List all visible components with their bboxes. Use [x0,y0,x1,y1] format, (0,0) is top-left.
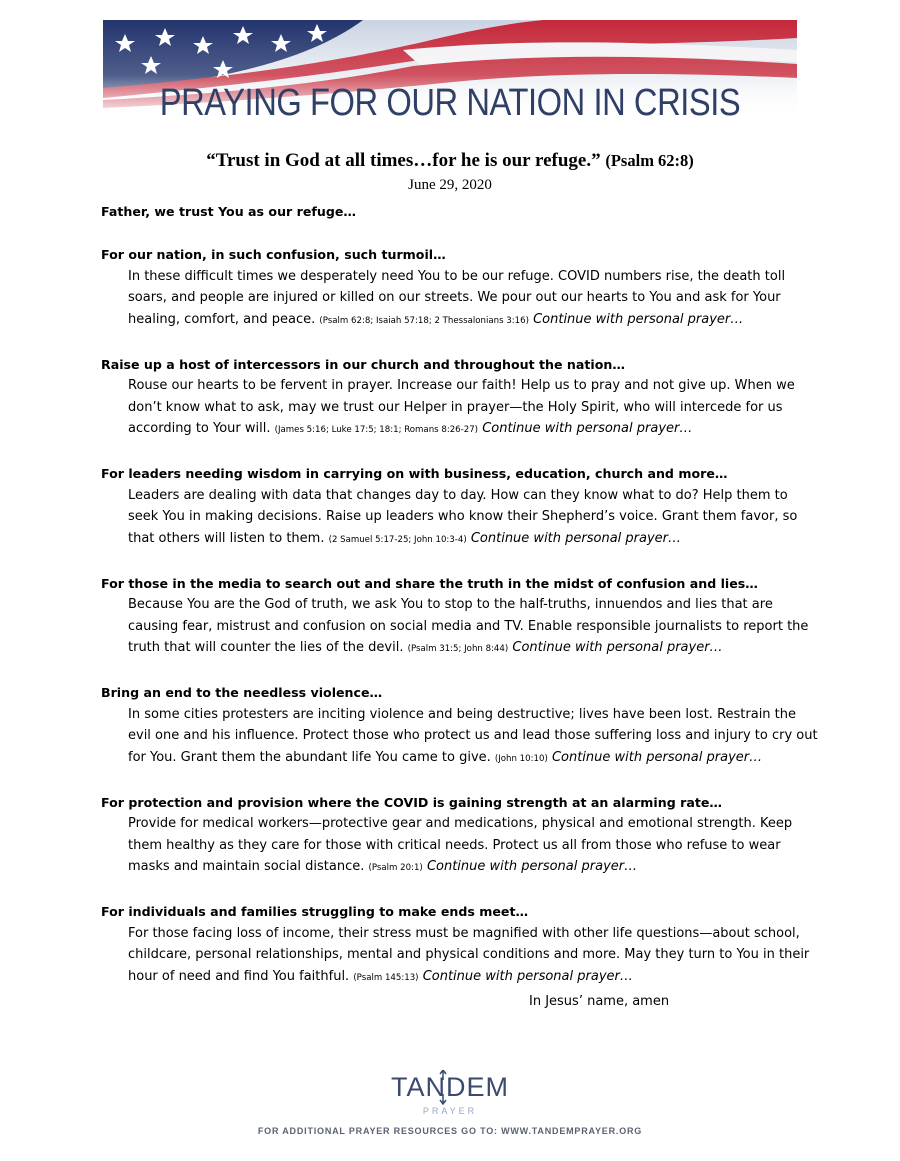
section-citation: (John 10:10) [494,753,548,764]
verse-text: “Trust in God at all times…for he is our refuge.” [206,150,601,171]
prayer-section [101,573,821,661]
section-text: In some cities protesters are inciting violence and being destructive; lives have been lost. Restrain the evil one and his influence. Protect those who protect us and lead those suffering loss and injury to cry out for You. Grant them the abundant life You came to give. [128,706,818,765]
section-text: Leaders are dealing with data that changes day to day. How can they know what to do? Help them to seek You in making decisions. Raise up leaders who know their Shepherd’s voice. Grant them favor, so that others will listen to them. [128,487,798,546]
section-text: Rouse our hearts to be fervent in prayer. Increase our faith! Help us to pray and not give up. When we don’t know what to ask, may we trust our Helper in prayer—the Holy Spirit, who will intercede for us according to Your will. [128,378,795,436]
section-citation: (James 5:16; Luke 17:5; 18:1; Romans 8:26-27) [274,425,479,435]
prayer-section [101,682,821,770]
continue-prayer-note: Continue with personal prayer… [512,640,723,655]
prayer-section [101,354,821,442]
section-body [101,594,821,661]
prayer-section [101,244,821,332]
section-heading: Raise up a host of intercessors in our church and throughout the nation… [101,356,625,372]
prayer-section [101,792,821,880]
section-heading: For those in the media to search out and share the truth in the midst of confusion and lies… [101,575,758,591]
opening-line: Father, we trust You as our refuge… [101,204,356,219]
flag-banner [103,20,797,120]
continue-prayer-note: Continue with personal prayer… [551,749,763,765]
section-citation: (Psalm 62:8; Isaiah 57:18; 2 Thessalonians 3:16) [319,315,529,326]
section-body [101,813,821,880]
section-body [101,923,821,990]
section-heading: For individuals and families struggling to make ends meet… [101,904,529,919]
continue-prayer-note: Continue with personal prayer… [422,968,633,984]
logo-subtitle: PRAYER [422,1106,478,1116]
section-heading: For our nation, in such confusion, such turmoil… [101,247,446,262]
prayer-content [101,201,821,1011]
section-citation: (Psalm 145:13) [353,972,419,983]
continue-prayer-note: Continue with personal prayer… [482,421,693,436]
prayer-section [101,463,821,551]
section-text: For those facing loss of income, their stress must be magnified with other life questions—about school, childcare, personal relationships, mental and physical conditions and more. May they turn to You in their hour of need and find You faithful. [128,925,810,984]
section-body [101,704,821,771]
section-citation: (Psalm 31:5; John 8:44) [407,644,509,654]
section-citation: (Psalm 20:1) [368,863,423,873]
verse-heading [0,150,900,172]
section-text: Provide for medical workers—protective gear and medications, physical and emotional strength. Keep them healthy as they care for those with critical needs. Protect us all from those who refuse to wear masks and maintain social distance. [128,816,793,874]
tandem-prayer-logo [380,1070,520,1122]
date: June 29, 2020 [408,177,492,193]
section-body [101,375,821,442]
page-title: PRAYING FOR OUR NATION IN CRISIS [159,82,741,120]
section-citation: (2 Samuel 5:17-25; John 10:3-4) [328,534,467,545]
section-heading: Bring an end to the needless violence… [101,685,383,700]
continue-prayer-note: Continue with personal prayer… [426,859,638,874]
section-text: In these difficult times we desperately need You to be our refuge. COVID numbers rise, the death toll soars, and people are injured or killed on our streets. We pour out our hearts to You and ask for Your healing, comfort, and peace. [128,268,786,327]
prayer-section [101,901,821,989]
section-heading: For leaders needing wisdom in carrying on with business, education, church and more… [101,466,728,481]
section-body [101,266,821,333]
section-text: Because You are the God of truth, we ask You to stop to the half-truths, innuendos and lies that are causing fear, mistrust and confusion on social media and TV. Enable responsible journalists to report the truth that will counter the lies of the devil. [128,597,809,655]
logo-name: TANDEM [391,1072,509,1102]
continue-prayer-note: Continue with personal prayer… [470,530,682,546]
section-body [101,485,821,552]
footer-resources: FOR ADDITIONAL PRAYER RESOURCES GO TO: WWW.TANDEMPRAYER.ORG [257,1126,643,1136]
section-heading: For protection and provision where the COVID is gaining strength at an alarming rate… [101,794,722,810]
verse-reference: (Psalm 62:8) [605,151,694,170]
continue-prayer-note: Continue with personal prayer… [533,311,744,327]
closing-line: In Jesus’ name, amen [529,994,670,1009]
